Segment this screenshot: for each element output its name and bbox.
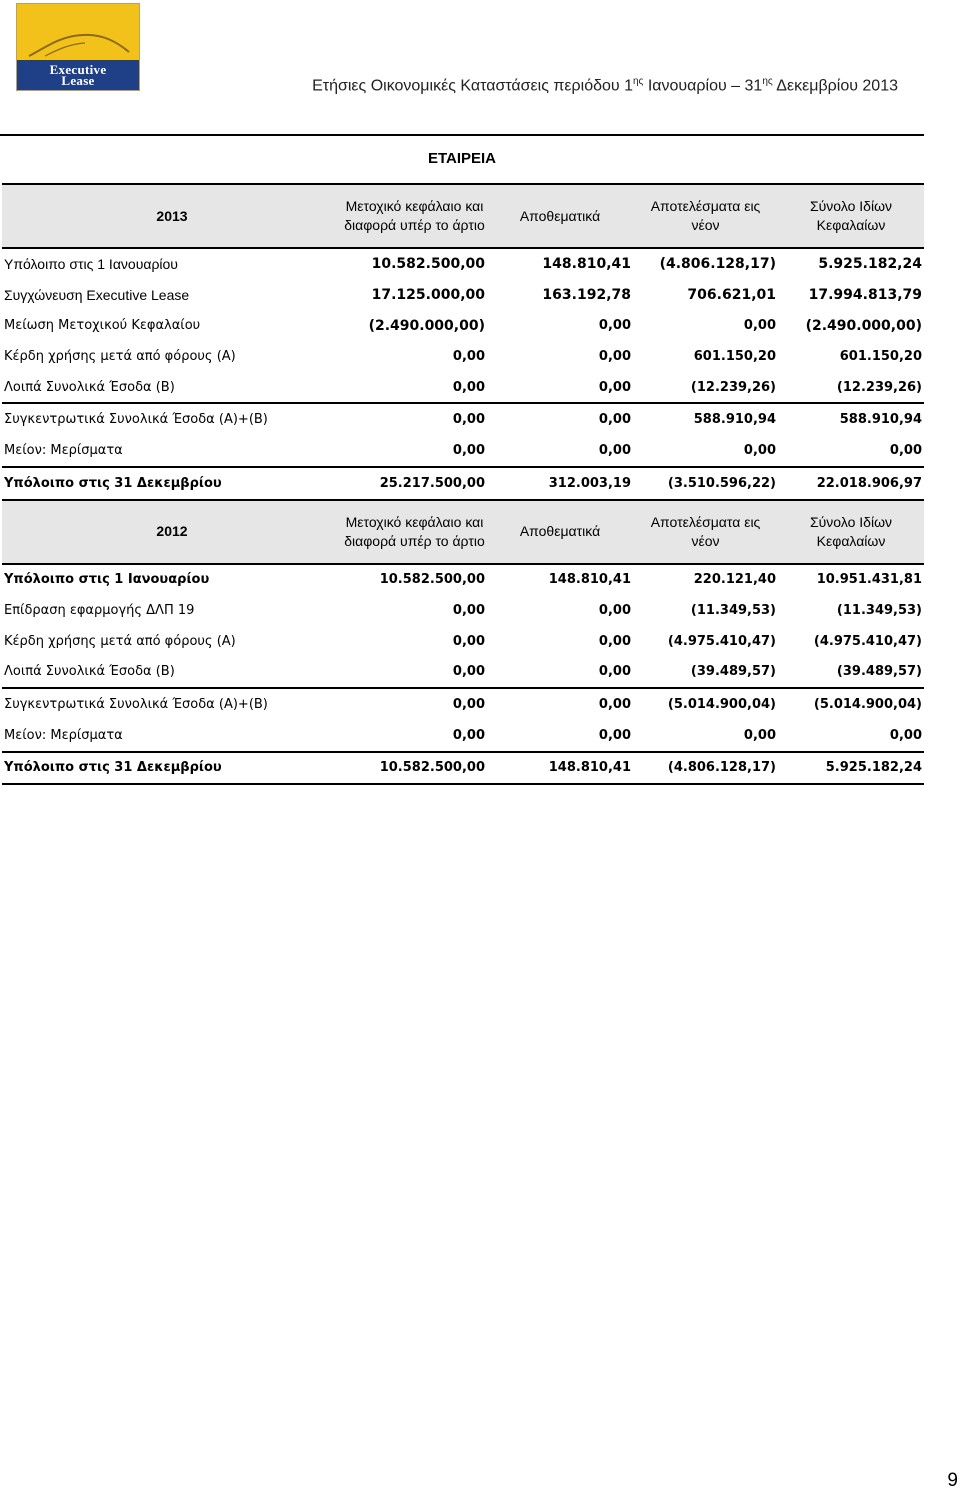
row-label: Υπόλοιπο στις 1 Ιανουαρίου: [4, 572, 210, 588]
table-row: [2, 372, 924, 404]
cell-value: (2.490.000,00): [805, 317, 922, 334]
cell-value: 0,00: [889, 442, 922, 458]
table-row: [2, 752, 924, 785]
cell-value: (4.975.410,47): [813, 633, 922, 649]
title-part3: Δεκεμβρίου 2013: [772, 77, 898, 95]
cell-value: 0,00: [452, 633, 485, 649]
cell-value: (12.239,26): [690, 379, 776, 395]
cell-value: 601.150,20: [693, 348, 776, 364]
table-row: [2, 248, 924, 280]
report-header-title: [312, 76, 898, 95]
cell-value: (5.014.900,04): [778, 688, 924, 720]
row-label: Μείωση Μετοχικού Κεφαλαίου: [4, 318, 201, 334]
table-row: [2, 280, 924, 311]
row-label: Κέρδη χρήσης μετά από φόρους (Α): [4, 633, 236, 649]
table-header-row: [2, 184, 924, 248]
cell-value: 0,00: [889, 727, 922, 743]
cell-value: 17.125.000,00: [371, 287, 485, 304]
table-row: [2, 435, 924, 467]
row-label: Επίδραση εφαρμογής ΔΛΠ 19: [4, 603, 195, 619]
col-header-reserves: Αποθεματικά: [487, 500, 633, 564]
cell-value: 0,00: [452, 442, 485, 458]
row-label: Κέρδη χρήσης μετά από φόρους (Α): [4, 348, 236, 364]
row-label: Συγκεντρωτικά Συνολικά Έσοδα (Α)+(Β): [2, 688, 342, 720]
cell-value: 17.994.813,79: [808, 287, 922, 304]
cell-value: 0,00: [487, 403, 633, 435]
cell-value: 601.150,20: [839, 348, 922, 364]
cell-value: 0,00: [598, 318, 631, 334]
title-sup2: ης: [762, 76, 773, 87]
cell-value: (39.489,57): [836, 664, 922, 680]
logo-text: [17, 64, 139, 86]
cell-value: 0,00: [598, 348, 631, 364]
row-label: Λοιπά Συνολικά Έσοδα (Β): [4, 664, 175, 680]
cell-value: 220.121,40: [693, 572, 776, 588]
cell-value: 0,00: [452, 664, 485, 680]
cell-value: 0,00: [598, 379, 631, 395]
cell-value: 22.018.906,97: [778, 467, 924, 500]
cell-value: 0,00: [598, 603, 631, 619]
table-row: [2, 688, 924, 720]
cell-value: 25.217.500,00: [342, 467, 487, 500]
cell-value: (11.349,53): [690, 603, 776, 619]
cell-value: (5.014.900,04): [633, 688, 778, 720]
table-row: [2, 626, 924, 657]
year-header: 2012: [2, 500, 342, 564]
cell-value: 0,00: [598, 727, 631, 743]
cell-value: 0,00: [743, 727, 776, 743]
cell-value: 10.951.431,81: [816, 572, 922, 588]
cell-value: 0,00: [452, 379, 485, 395]
col-header-retained-earnings: Αποτελέσματα εις νέον: [633, 184, 778, 248]
cell-value: (11.349,53): [836, 603, 922, 619]
cell-value: 312.003,19: [487, 467, 633, 500]
cell-value: 0,00: [743, 318, 776, 334]
cell-value: 5.925.182,24: [818, 256, 922, 273]
cell-value: 148.810,41: [487, 752, 633, 785]
year-header: 2013: [2, 184, 342, 248]
cell-value: (4.806.128,17): [633, 752, 778, 785]
cell-value: 0,00: [598, 664, 631, 680]
cell-value: 0,00: [598, 633, 631, 649]
cell-value: 0,00: [452, 348, 485, 364]
row-label: Μείον: Μερίσματα: [4, 727, 123, 743]
cell-value: (39.489,57): [690, 664, 776, 680]
cell-value: (3.510.596,22): [633, 467, 778, 500]
company-logo: [16, 3, 140, 91]
table-row: [2, 720, 924, 752]
cell-value: (4.806.128,17): [659, 256, 776, 273]
table-row: [2, 595, 924, 626]
table-row: [2, 467, 924, 500]
cell-value: 0,00: [452, 603, 485, 619]
cell-value: 10.582.500,00: [342, 752, 487, 785]
cell-value: 588.910,94: [633, 403, 778, 435]
cell-value: 148.810,41: [542, 256, 631, 273]
cell-value: 0,00: [342, 403, 487, 435]
row-label: Υπόλοιπο στις 31 Δεκεμβρίου: [2, 467, 342, 500]
header-divider: [0, 134, 924, 136]
row-label: Λοιπά Συνολικά Έσοδα (Β): [4, 379, 175, 395]
col-header-total-equity: Σύνολο Ιδίων Κεφαλαίων: [778, 500, 924, 564]
cell-value: 10.582.500,00: [379, 572, 485, 588]
cell-value: 706.621,01: [687, 287, 776, 304]
row-label: Μείον: Μερίσματα: [4, 442, 123, 458]
cell-value: 5.925.182,24: [778, 752, 924, 785]
row-label: Υπόλοιπο στις 1 Ιανουαρίου: [4, 256, 178, 273]
equity-table-2013: [2, 183, 924, 785]
cell-value: 0,00: [452, 727, 485, 743]
cell-value: (12.239,26): [836, 379, 922, 395]
title-part2: Ιανουαρίου – 31: [643, 77, 763, 95]
row-label: Συγχώνευση Executive Lease: [4, 287, 190, 304]
title-part1: Ετήσιες Οικονομικές Καταστάσεις περιόδου 1: [312, 77, 633, 95]
col-header-retained-earnings: Αποτελέσματα εις νέον: [633, 500, 778, 564]
col-header-total-equity: Σύνολο Ιδίων Κεφαλαίων: [778, 184, 924, 248]
page-number: 9: [947, 1470, 958, 1491]
table-row: [2, 341, 924, 372]
cell-value: 148.810,41: [548, 572, 631, 588]
row-label: Συγκεντρωτικά Συνολικά Έσοδα (Α)+(Β): [2, 403, 342, 435]
title-sup1: ης: [633, 76, 644, 87]
col-header-share-capital: Μετοχικό κεφάλαιο και διαφορά υπέρ το άρτιο: [342, 500, 487, 564]
cell-value: 0,00: [743, 442, 776, 458]
table-row: [2, 310, 924, 341]
row-label: Υπόλοιπο στις 31 Δεκεμβρίου: [2, 752, 342, 785]
table-row: [2, 657, 924, 689]
cell-value: (2.490.000,00): [368, 317, 485, 334]
logo-line2: Lease: [61, 73, 95, 88]
cell-value: 0,00: [598, 442, 631, 458]
cell-value: 163.192,78: [542, 287, 631, 304]
cell-value: 10.582.500,00: [371, 256, 485, 273]
cell-value: 588.910,94: [778, 403, 924, 435]
table-row: [2, 403, 924, 435]
logo-line1: Executive: [49, 62, 107, 77]
col-header-reserves: Αποθεματικά: [487, 184, 633, 248]
table-row: [2, 564, 924, 596]
cell-value: 0,00: [342, 688, 487, 720]
cell-value: 0,00: [487, 688, 633, 720]
col-header-share-capital: Μετοχικό κεφάλαιο και διαφορά υπέρ το άρτιο: [342, 184, 487, 248]
cell-value: (4.975.410,47): [667, 633, 776, 649]
company-label: ΕΤΑΙΡΕΙΑ: [427, 150, 497, 167]
table-header-row: [2, 500, 924, 564]
